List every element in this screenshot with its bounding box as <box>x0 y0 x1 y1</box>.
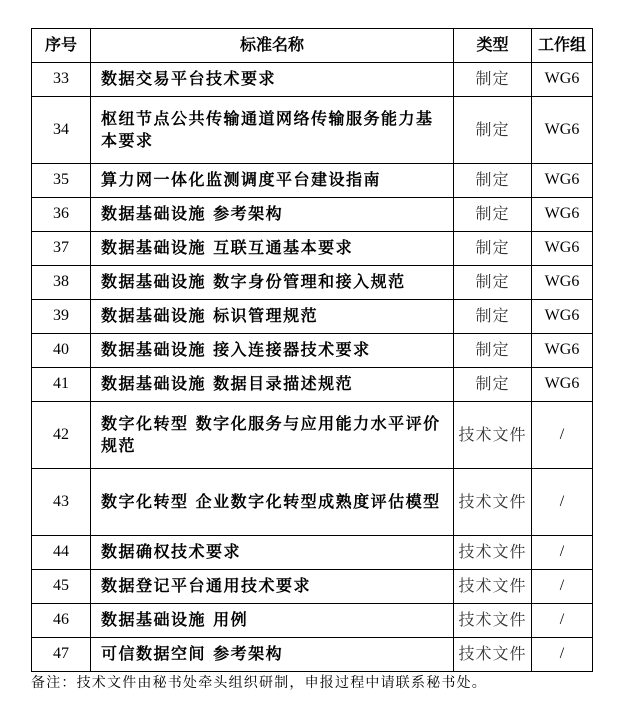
table-row <box>32 638 593 672</box>
row-type: 技术文件 <box>454 638 532 672</box>
row-name: 枢纽节点公共传输通道网络传输服务能力基本要求 <box>91 97 454 164</box>
row-name: 数据基础设施 数据目录描述规范 <box>91 368 454 402</box>
row-name: 数据基础设施 标识管理规范 <box>91 300 454 334</box>
row-name: 数据基础设施 互联互通基本要求 <box>91 232 454 266</box>
table-row <box>32 63 593 97</box>
row-wg: / <box>532 536 593 570</box>
row-no: 35 <box>32 164 91 198</box>
row-no: 47 <box>32 638 91 672</box>
standards-table <box>31 28 593 672</box>
table-row <box>32 570 593 604</box>
table-row <box>32 469 593 536</box>
header-name: 标准名称 <box>91 29 454 63</box>
row-type: 制定 <box>454 63 532 97</box>
row-type: 制定 <box>454 97 532 164</box>
row-type: 制定 <box>454 232 532 266</box>
row-name: 数字化转型 企业数字化转型成熟度评估模型 <box>91 469 454 536</box>
table-row <box>32 300 593 334</box>
row-wg: WG6 <box>532 164 593 198</box>
row-type: 制定 <box>454 300 532 334</box>
row-no: 40 <box>32 334 91 368</box>
row-wg: WG6 <box>532 334 593 368</box>
row-name: 数据基础设施 接入连接器技术要求 <box>91 334 454 368</box>
row-name: 数据基础设施 用例 <box>91 604 454 638</box>
row-wg: WG6 <box>532 198 593 232</box>
row-name: 数字化转型 数字化服务与应用能力水平评价规范 <box>91 402 454 469</box>
row-wg: / <box>532 638 593 672</box>
row-type: 制定 <box>454 334 532 368</box>
row-type: 制定 <box>454 164 532 198</box>
table-row <box>32 536 593 570</box>
row-no: 41 <box>32 368 91 402</box>
row-wg: / <box>532 570 593 604</box>
row-wg: WG6 <box>532 300 593 334</box>
row-wg: WG6 <box>532 232 593 266</box>
row-no: 44 <box>32 536 91 570</box>
row-no: 39 <box>32 300 91 334</box>
table-row <box>32 164 593 198</box>
row-no: 38 <box>32 266 91 300</box>
header-no: 序号 <box>32 29 91 63</box>
row-name: 数据确权技术要求 <box>91 536 454 570</box>
row-no: 36 <box>32 198 91 232</box>
row-name: 数据基础设施 数字身份管理和接入规范 <box>91 266 454 300</box>
table-row <box>32 266 593 300</box>
row-wg: / <box>532 604 593 638</box>
row-type: 制定 <box>454 198 532 232</box>
table-row <box>32 402 593 469</box>
row-no: 46 <box>32 604 91 638</box>
row-wg: WG6 <box>532 63 593 97</box>
table-row <box>32 368 593 402</box>
row-wg: WG6 <box>532 368 593 402</box>
row-no: 43 <box>32 469 91 536</box>
row-name: 算力网一体化监测调度平台建设指南 <box>91 164 454 198</box>
header-wg: 工作组 <box>532 29 593 63</box>
table-row <box>32 604 593 638</box>
row-wg: WG6 <box>532 97 593 164</box>
row-wg: / <box>532 469 593 536</box>
table-row <box>32 334 593 368</box>
row-name: 数据登记平台通用技术要求 <box>91 570 454 604</box>
row-name: 可信数据空间 参考架构 <box>91 638 454 672</box>
row-type: 技术文件 <box>454 536 532 570</box>
header-row <box>32 29 593 63</box>
row-type: 技术文件 <box>454 469 532 536</box>
row-wg: WG6 <box>532 266 593 300</box>
row-type: 技术文件 <box>454 402 532 469</box>
row-name: 数据基础设施 参考架构 <box>91 198 454 232</box>
row-no: 34 <box>32 97 91 164</box>
row-no: 42 <box>32 402 91 469</box>
table-row <box>32 198 593 232</box>
header-type: 类型 <box>454 29 532 63</box>
table-row <box>32 232 593 266</box>
row-type: 技术文件 <box>454 604 532 638</box>
row-type: 制定 <box>454 368 532 402</box>
row-no: 45 <box>32 570 91 604</box>
row-no: 33 <box>32 63 91 97</box>
row-type: 技术文件 <box>454 570 532 604</box>
table-row <box>32 97 593 164</box>
row-name: 数据交易平台技术要求 <box>91 63 454 97</box>
row-wg: / <box>532 402 593 469</box>
row-no: 37 <box>32 232 91 266</box>
row-type: 制定 <box>454 266 532 300</box>
footnote: 备注：技术文件由秘书处牵头组织研制，申报过程中请联系秘书处。 <box>31 675 487 691</box>
